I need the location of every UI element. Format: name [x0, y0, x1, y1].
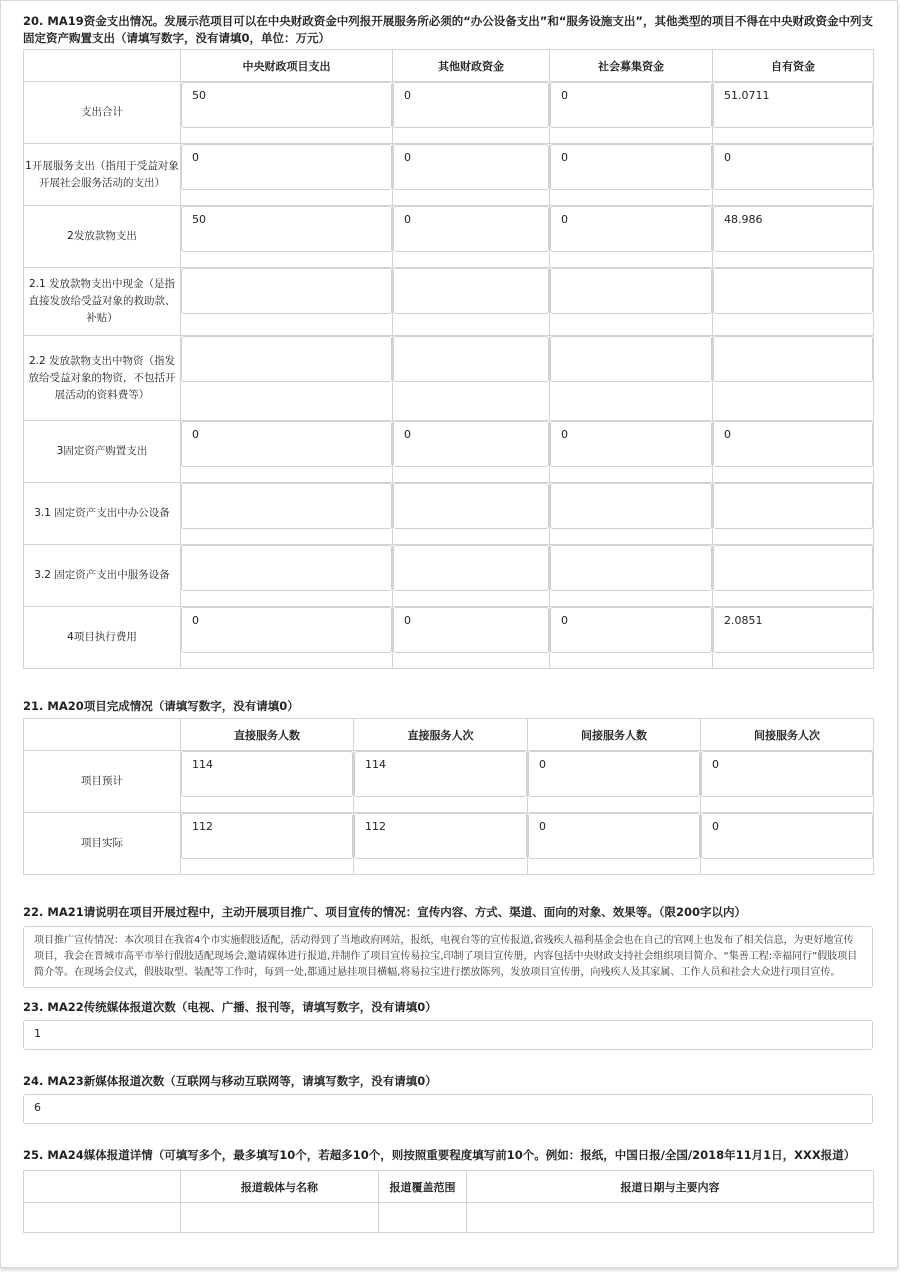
q20-cell — [550, 206, 713, 268]
q20-cell — [550, 268, 713, 336]
q20-cell — [181, 483, 393, 545]
q20-value-input[interactable] — [393, 483, 549, 529]
q20-value-input[interactable] — [550, 336, 712, 382]
q20-cell — [393, 545, 550, 607]
q25-header-row — [24, 1171, 874, 1203]
q21-value-input[interactable]: 112 — [181, 813, 353, 859]
q20-row — [24, 206, 874, 268]
q20-cell — [181, 144, 393, 206]
q20-cell — [550, 607, 713, 669]
q20-row-label: 2.2 发放款物支出中物资（指发放给受益对象的物资，不包括开展活动的资料费等） — [24, 336, 181, 421]
q20-value-input[interactable] — [393, 268, 549, 314]
q23-title: 23. MA22传统媒体报道次数（电视、广播、报刊等，请填写数字，没有请填0） — [23, 1000, 437, 1014]
q20-col-header: 自有资金 — [713, 50, 874, 82]
q21-col-header: 间接服务人数 — [528, 719, 701, 751]
q20-col-header: 社会募集资金 — [550, 50, 713, 82]
q20-value-input[interactable] — [393, 545, 549, 591]
q20-header-blank — [24, 50, 181, 82]
q20-cell — [713, 144, 874, 206]
q25-empty-label — [24, 1203, 181, 1233]
q20-value-input[interactable] — [713, 336, 873, 382]
q24-title: 24. MA23新媒体报道次数（互联网与移动互联网等，请填写数字，没有请填0） — [23, 1074, 437, 1088]
q20-value-input[interactable] — [713, 483, 873, 529]
q20-cell — [550, 336, 713, 421]
q20-value-input[interactable]: 0 — [393, 206, 549, 252]
q20-value-input[interactable]: 0 — [181, 607, 392, 653]
q20-row — [24, 607, 874, 669]
q20-cell — [393, 421, 550, 483]
q20-value-input[interactable]: 0 — [393, 421, 549, 467]
q20-row-label: 2.1 发放款物支出中现金（是指直接发放给受益对象的救助款、补贴） — [24, 268, 181, 336]
q20-cell — [393, 607, 550, 669]
q20-row — [24, 483, 874, 545]
q21-cell — [528, 813, 701, 875]
q20-cell — [181, 336, 393, 421]
q20-value-input[interactable] — [393, 336, 549, 382]
q20-cell — [713, 206, 874, 268]
q20-cell — [393, 82, 550, 144]
q20-cell — [713, 483, 874, 545]
q20-value-input[interactable]: 0 — [550, 607, 712, 653]
q25-media-table — [23, 1170, 874, 1233]
q21-value-input[interactable]: 0 — [528, 751, 700, 797]
q23-input[interactable]: 1 — [23, 1020, 873, 1050]
q20-row-label: 3.2 固定资产支出中服务设备 — [24, 545, 181, 607]
q20-row-label: 2发放款物支出 — [24, 206, 181, 268]
q21-row-label: 项目实际 — [24, 813, 181, 875]
q21-value-input[interactable]: 114 — [181, 751, 353, 797]
q20-row — [24, 545, 874, 607]
q20-cell — [393, 483, 550, 545]
q20-value-input[interactable] — [550, 545, 712, 591]
q20-value-input[interactable] — [181, 336, 392, 382]
q21-header-row — [24, 719, 874, 751]
q20-cell — [181, 607, 393, 669]
q20-row — [24, 144, 874, 206]
q25-empty-row — [24, 1203, 874, 1233]
q20-cell — [550, 82, 713, 144]
q21-header-blank — [24, 719, 181, 751]
q20-cell — [393, 268, 550, 336]
q20-row-label: 支出合计 — [24, 82, 181, 144]
q20-value-input[interactable]: 50 — [181, 82, 392, 128]
q21-cell — [701, 813, 874, 875]
q25-col-header: 报道日期与主要内容 — [467, 1171, 874, 1203]
q20-cell — [713, 421, 874, 483]
q21-col-header: 间接服务人次 — [701, 719, 874, 751]
q20-col-header: 其他财政资金 — [393, 50, 550, 82]
q20-value-input[interactable]: 0 — [550, 421, 712, 467]
q20-value-input[interactable]: 0 — [393, 144, 549, 190]
q20-value-input[interactable]: 0 — [393, 607, 549, 653]
q20-row-label: 1开展服务支出（指用于受益对象开展社会服务活动的支出） — [24, 144, 181, 206]
q20-value-input[interactable]: 0 — [713, 144, 873, 190]
q21-value-input[interactable]: 0 — [528, 813, 700, 859]
q21-cell — [528, 751, 701, 813]
q21-cell — [354, 813, 528, 875]
q20-value-input[interactable] — [713, 268, 873, 314]
q21-row-label: 项目预计 — [24, 751, 181, 813]
q20-value-input[interactable] — [713, 545, 873, 591]
q20-cell — [550, 483, 713, 545]
q20-value-input[interactable]: 0 — [550, 144, 712, 190]
q20-cell — [550, 144, 713, 206]
q20-row-label: 3固定资产购置支出 — [24, 421, 181, 483]
q22-textarea[interactable]: 项目推广宣传情况：本次项目在我省4个市实施假肢适配，活动得到了当地政府网站，报纸，电视台等的宣传报道,省残疾人福利基金会也在自己的官网上也发布了相关信息，为更好地宣传项目，我会在晋城市高平市举行假肢适配现场会,邀请媒体进行报道,并制作了项目宣传易拉宝,印制了项目宣传册，内容包括中央财政支持社会组织项目简介、“集善工程:幸福同行”假肢项目简介等。在现场会仪式，假肢取型、装配等工作时，每到一处,都通过悬挂项目横幅,将易拉宝进行摆放陈列，发放项目宣传册，向残疾人及其家属、工作人员和社会大众进行项目宣传。 — [23, 926, 873, 988]
q20-cell — [181, 268, 393, 336]
q21-row — [24, 751, 874, 813]
q20-cell — [181, 82, 393, 144]
q20-cell — [393, 144, 550, 206]
q20-cell — [181, 545, 393, 607]
q20-cell — [713, 268, 874, 336]
q20-row-label: 3.1 固定资产支出中办公设备 — [24, 483, 181, 545]
q21-col-header: 直接服务人数 — [181, 719, 354, 751]
q20-value-input[interactable]: 0 — [181, 421, 392, 467]
q20-value-input[interactable]: 0 — [550, 206, 712, 252]
q20-row-label: 4项目执行费用 — [24, 607, 181, 669]
q20-value-input[interactable]: 50 — [181, 206, 392, 252]
q22-title: 22. MA21请说明在项目开展过程中，主动开展项目推广、项目宣传的情况：宣传内容、方式、渠道、面向的对象、效果等。（限200字以内） — [23, 905, 746, 919]
q20-cell — [393, 206, 550, 268]
q20-header-row — [24, 50, 874, 82]
q20-value-input[interactable] — [181, 483, 392, 529]
q21-col-header: 直接服务人次 — [354, 719, 528, 751]
q20-cell — [550, 545, 713, 607]
q21-value-input[interactable]: 0 — [701, 813, 873, 859]
q25-col-header: 报道覆盖范围 — [379, 1171, 467, 1203]
q20-value-input[interactable]: 2.0851 — [713, 607, 873, 653]
q20-value-input[interactable]: 51.0711 — [713, 82, 873, 128]
q21-cell — [354, 751, 528, 813]
q21-cell — [701, 751, 874, 813]
q20-value-input[interactable]: 0 — [550, 82, 712, 128]
q25-title: 25. MA24媒体报道详情（可填写多个，最多填写10个，若超多10个，则按照重要程度填写前10个。例如：报纸，中国日报/全国/2018年11月1日，XXX报道） — [23, 1148, 856, 1162]
q20-row — [24, 82, 874, 144]
q25-header-blank — [24, 1171, 181, 1203]
q20-cell — [713, 336, 874, 421]
q20-value-input[interactable]: 0 — [713, 421, 873, 467]
q20-value-input[interactable]: 48.986 — [713, 206, 873, 252]
q20-cell — [181, 206, 393, 268]
q20-value-input[interactable] — [181, 268, 392, 314]
q20-row — [24, 421, 874, 483]
q21-value-input[interactable]: 0 — [701, 751, 873, 797]
q20-cell — [181, 421, 393, 483]
q20-value-input[interactable] — [181, 545, 392, 591]
q20-cell — [550, 421, 713, 483]
q25-col-header: 报道载体与名称 — [181, 1171, 379, 1203]
q20-cell — [713, 607, 874, 669]
q20-cell — [393, 336, 550, 421]
q20-row — [24, 336, 874, 421]
q20-title: 20. MA19资金支出情况。发展示范项目可以在中央财政资金中列报开展服务所必须的“办公设备支出”和“服务设施支出”，其他类型的项目不得在中央财政资金中列支固定资产购置支出（请填写数字，没有请填0，单位：万元） — [23, 14, 873, 45]
q20-value-input[interactable] — [550, 268, 712, 314]
q20-value-input[interactable]: 0 — [181, 144, 392, 190]
q21-cell — [181, 813, 354, 875]
q20-row — [24, 268, 874, 336]
q21-body — [24, 751, 874, 875]
q21-row — [24, 813, 874, 875]
q20-cell — [713, 545, 874, 607]
q24-input[interactable]: 6 — [23, 1094, 873, 1124]
q21-value-input[interactable]: 114 — [354, 751, 527, 797]
q21-completion-table — [23, 718, 874, 875]
q20-expense-table — [23, 49, 874, 669]
q20-body — [24, 82, 874, 669]
q20-value-input[interactable]: 0 — [393, 82, 549, 128]
q21-value-input[interactable]: 112 — [354, 813, 527, 859]
q20-col-header: 中央财政项目支出 — [181, 50, 393, 82]
q21-cell — [181, 751, 354, 813]
q20-value-input[interactable] — [550, 483, 712, 529]
q20-cell — [713, 82, 874, 144]
q21-title: 21. MA20项目完成情况（请填写数字，没有请填0） — [23, 699, 299, 713]
